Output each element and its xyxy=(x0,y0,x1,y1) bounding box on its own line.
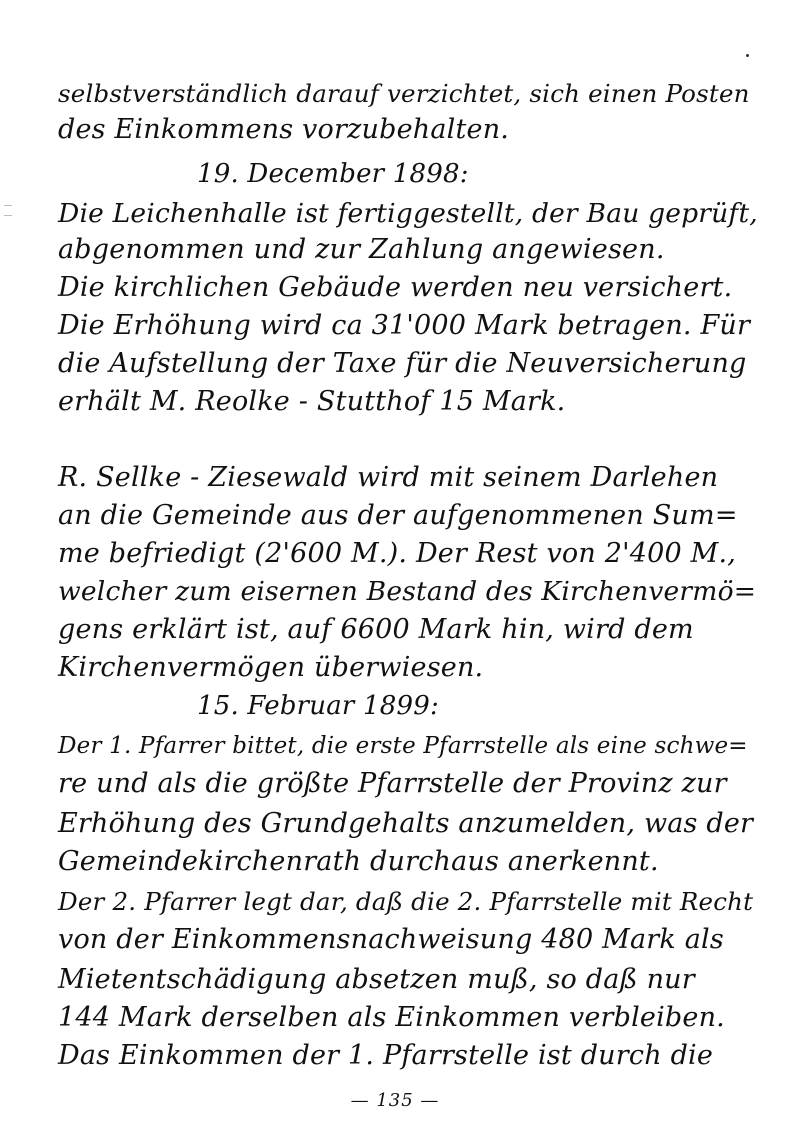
date-heading: 15. Februar 1899: xyxy=(197,691,439,721)
text-line: gens erklärt ist, auf 6600 Mark hin, wird dem xyxy=(58,614,694,645)
text-line: Gemeindekirchenrath durchaus anerkennt. xyxy=(58,846,659,877)
text-line: Der 1. Pfarrer bittet, die erste Pfarrstelle als eine schwe= xyxy=(58,733,748,759)
text-line: an die Gemeinde aus der aufgenommenen Sum= xyxy=(58,500,738,531)
text-line: Die kirchlichen Gebäude werden neu versichert. xyxy=(58,272,733,303)
text-line: des Einkommens vorzubehalten. xyxy=(58,114,510,145)
text-line: welcher zum eisernen Bestand des Kirchenvermö= xyxy=(58,576,757,607)
date-heading: 19. December 1898: xyxy=(197,159,469,189)
text-line: Mietentschädigung absetzen muß, so daß nur xyxy=(58,964,695,995)
margin-mark xyxy=(4,215,12,216)
ink-dot xyxy=(746,54,749,57)
text-line: Das Einkommen der 1. Pfarrstelle ist durch die xyxy=(58,1040,714,1071)
text-line: die Aufstellung der Taxe für die Neuversicherung xyxy=(58,348,747,379)
text-line: Die Leichenhalle ist fertiggestellt, der Bau geprüft, xyxy=(58,198,758,229)
text-line: Erhöhung des Grundgehalts anzumelden, was der xyxy=(58,808,754,839)
text-line: abgenommen und zur Zahlung angewiesen. xyxy=(58,234,665,265)
text-line: selbstverständlich darauf verzichtet, sich einen Posten xyxy=(58,79,750,108)
text-line: Kirchenvermögen überwiesen. xyxy=(58,652,484,683)
text-line: von der Einkommensnachweisung 480 Mark als xyxy=(58,924,724,955)
text-line: R. Sellke - Ziesewald wird mit seinem Darlehen xyxy=(58,462,719,493)
text-line: erhält M. Reolke - Stutthof 15 Mark. xyxy=(58,386,566,417)
margin-mark xyxy=(4,205,12,206)
page-number: — 135 — xyxy=(350,1090,440,1111)
text-line: Die Erhöhung wird ca 31'000 Mark betragen. Für xyxy=(58,310,751,341)
text-line: me befriedigt (2'600 M.). Der Rest von 2'400 M., xyxy=(58,538,737,569)
text-line: re und als die größte Pfarrstelle der Provinz zur xyxy=(58,768,727,799)
text-line: 144 Mark derselben als Einkommen verbleiben. xyxy=(58,1002,725,1033)
text-line: Der 2. Pfarrer legt dar, daß die 2. Pfarrstelle mit Recht xyxy=(58,887,754,916)
